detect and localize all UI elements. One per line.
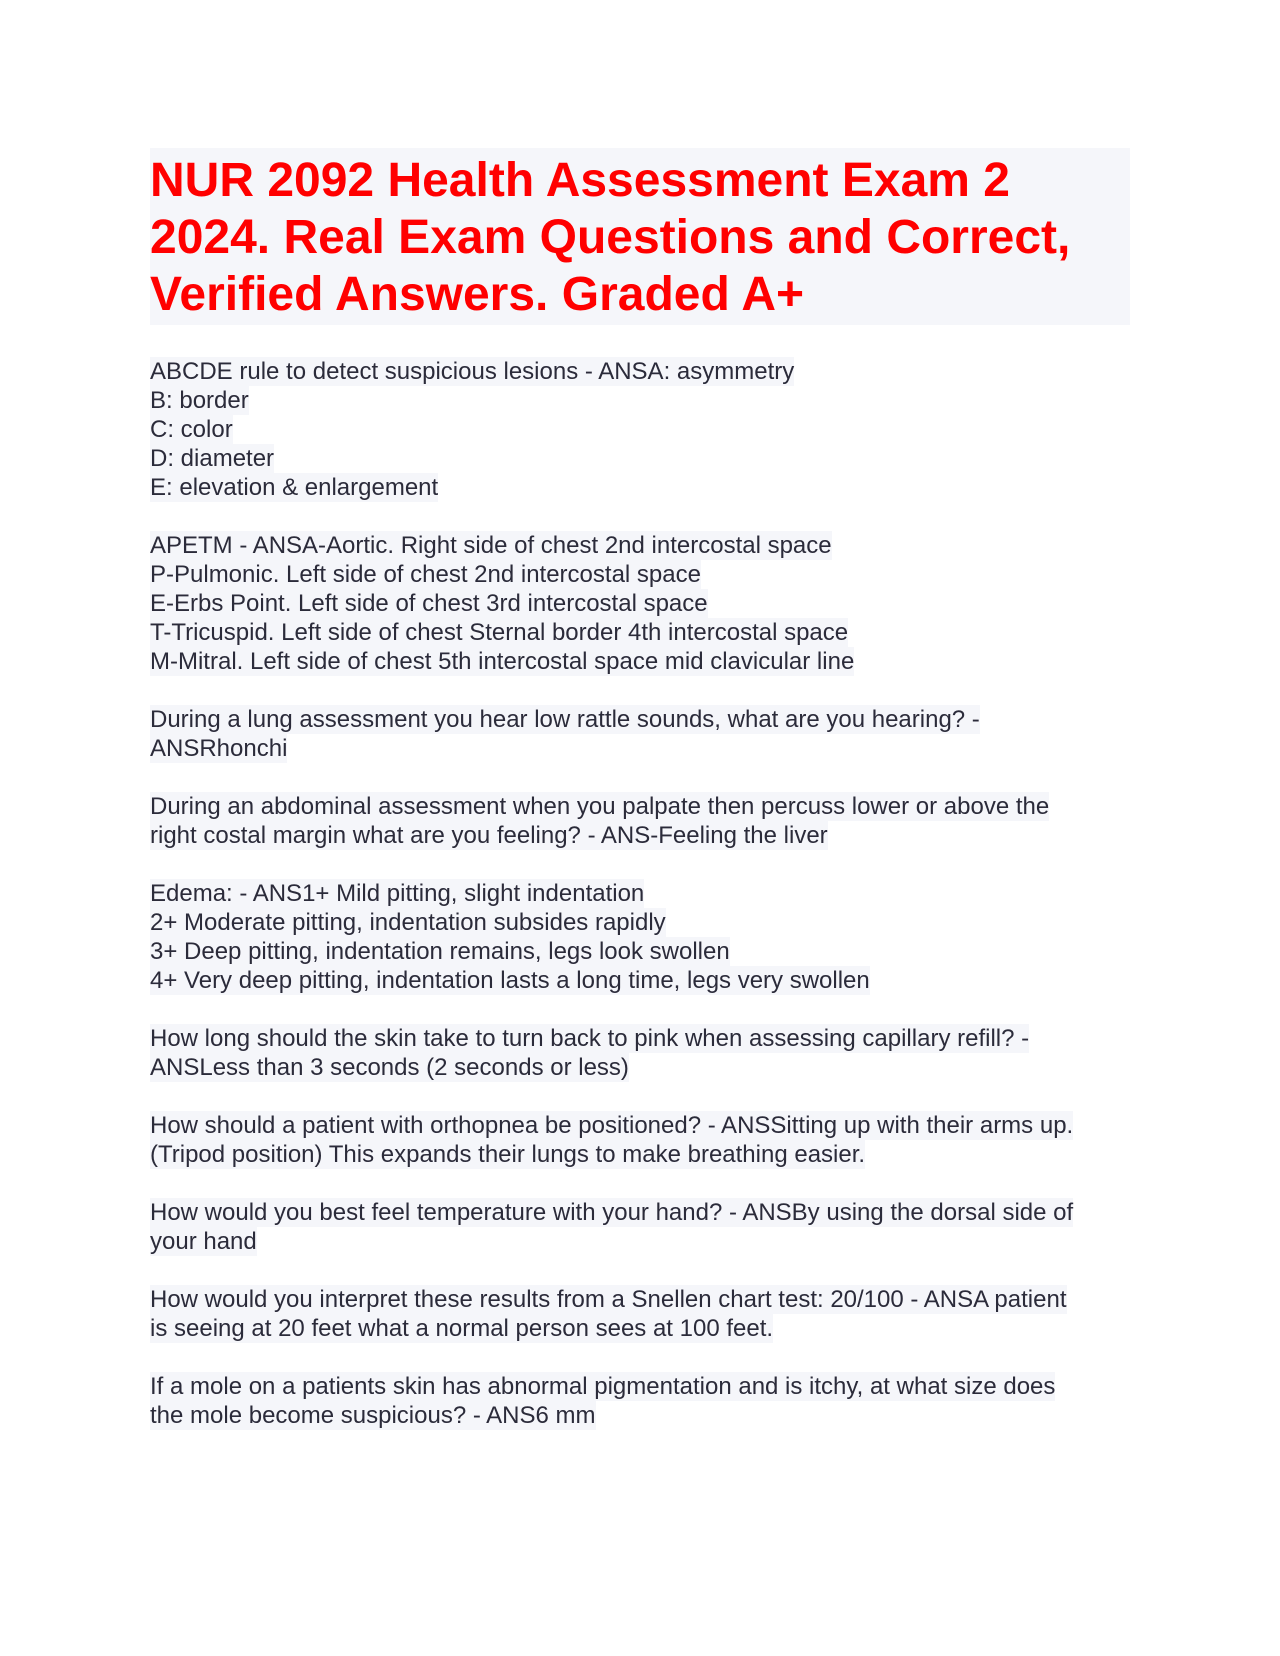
qa-line: 2+ Moderate pitting, indentation subsides rapidly	[150, 909, 666, 936]
qa-entry-temperature	[150, 1198, 1130, 1256]
qa-line: If a mole on a patients skin has abnormal pigmentation and is itchy, at what size does	[150, 1373, 1056, 1400]
qa-entry-abcde	[150, 357, 1130, 502]
qa-line: (Tripod position) This expands their lungs to make breathing easier.	[150, 1141, 866, 1168]
qa-entry-edema	[150, 879, 1130, 995]
qa-entry-orthopnea	[150, 1111, 1130, 1169]
qa-line: C: color	[150, 416, 233, 443]
title-line: 2024. Real Exam Questions and Correct,	[150, 211, 1071, 264]
qa-line: ABCDE rule to detect suspicious lesions - ANSA: asymmetry	[150, 358, 795, 385]
qa-line: your hand	[150, 1228, 257, 1255]
qa-line: M-Mitral. Left side of chest 5th intercostal space mid clavicular line	[150, 648, 855, 675]
qa-line: P-Pulmonic. Left side of chest 2nd intercostal space	[150, 561, 701, 588]
qa-entry-capillary-refill	[150, 1024, 1130, 1082]
title-block	[150, 148, 1130, 325]
qa-line: Edema: - ANS1+ Mild pitting, slight indentation	[150, 880, 645, 907]
qa-line: How would you best feel temperature with your hand? - ANSBy using the dorsal side of	[150, 1199, 1074, 1226]
qa-line: is seeing at 20 feet what a normal person sees at 100 feet.	[150, 1315, 774, 1342]
qa-line: APETM - ANSA-Aortic. Right side of chest 2nd intercostal space	[150, 532, 832, 559]
qa-entry-mole	[150, 1372, 1130, 1430]
qa-line: How would you interpret these results from a Snellen chart test: 20/100 - ANSA patient	[150, 1286, 1067, 1313]
qa-line: How should a patient with orthopnea be positioned? - ANSSitting up with their arms up.	[150, 1112, 1074, 1139]
qa-entry-lung-assessment	[150, 705, 1130, 763]
document-page	[150, 148, 1130, 1459]
qa-line: 3+ Deep pitting, indentation remains, legs look swollen	[150, 938, 730, 965]
qa-line: D: diameter	[150, 445, 275, 472]
qa-entry-snellen	[150, 1285, 1130, 1343]
qa-line: ANSRhonchi	[150, 735, 288, 762]
qa-line: E: elevation & enlargement	[150, 474, 439, 501]
qa-line: the mole become suspicious? - ANS6 mm	[150, 1402, 596, 1429]
qa-line: During an abdominal assessment when you palpate then percuss lower or above the	[150, 793, 1050, 820]
qa-line: ANSLess than 3 seconds (2 seconds or less)	[150, 1054, 629, 1081]
title-line: Verified Answers. Graded A+	[150, 268, 805, 321]
qa-line: How long should the skin take to turn back to pink when assessing capillary refill? -	[150, 1025, 1030, 1052]
title-line: NUR 2092 Health Assessment Exam 2	[150, 154, 1010, 207]
qa-line: B: border	[150, 387, 249, 414]
qa-line: T-Tricuspid. Left side of chest Sternal border 4th intercostal space	[150, 619, 849, 646]
qa-entry-abdominal-assessment	[150, 792, 1130, 850]
qa-line: right costal margin what are you feeling? - ANS-Feeling the liver	[150, 822, 828, 849]
qa-entry-apetm	[150, 531, 1130, 676]
qa-line: 4+ Very deep pitting, indentation lasts a long time, legs very swollen	[150, 967, 870, 994]
qa-line: During a lung assessment you hear low rattle sounds, what are you hearing? -	[150, 706, 980, 733]
document-title	[150, 152, 1130, 323]
qa-line: E-Erbs Point. Left side of chest 3rd intercostal space	[150, 590, 708, 617]
